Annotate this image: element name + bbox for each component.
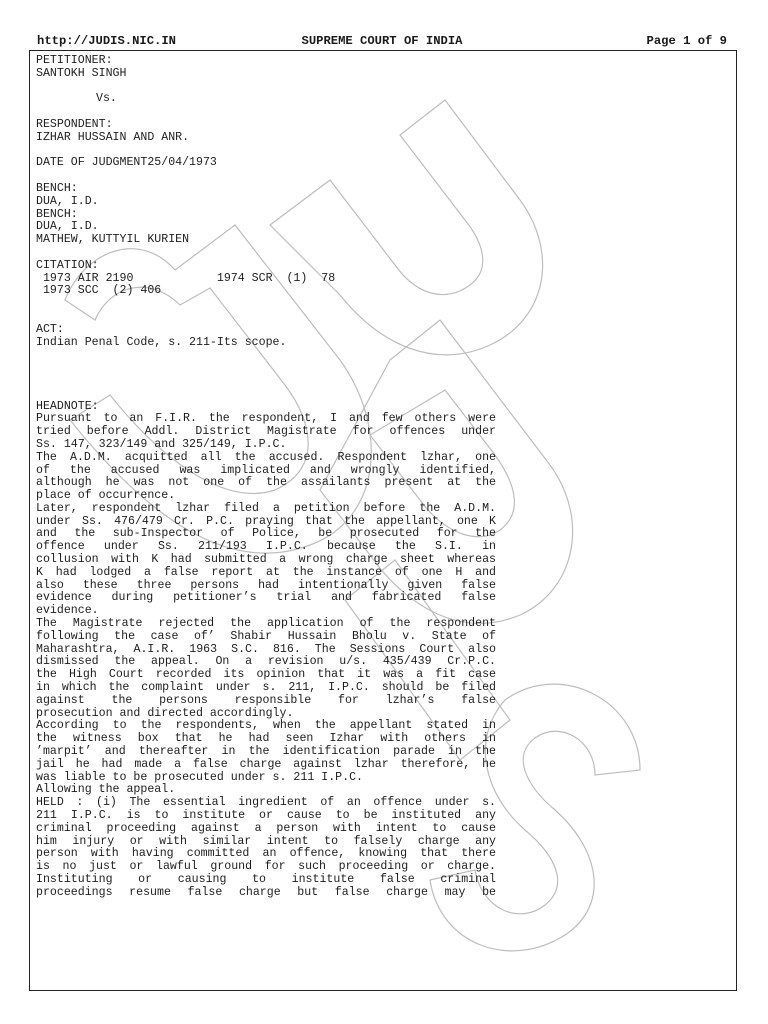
- headnote-line: in which the complaint under s. 211, I.P.C. should be filed: [36, 681, 496, 695]
- headnote-line: prosecution and directed accordingly.: [36, 706, 294, 720]
- headnote-line: under Ss. 476/479 Cr. P.C. praying that the appellant, one K: [36, 514, 496, 528]
- headnote-line: against the persons responsible for lzhar’s false: [36, 693, 496, 707]
- respondent-name: IZHAR HUSSAIN AND ANR.: [36, 130, 190, 144]
- headnote-line: following the case of’ Shabir Hussain Bholu v. State of: [36, 629, 496, 643]
- citation-label: CITATION:: [36, 258, 99, 272]
- headnote-line: Pursuant to an F.I.R. the respondent, I and few others were: [36, 412, 496, 426]
- headnote-line: dismissed the appeal. On a revision u/s. 435/439 Cr.P.C.: [36, 655, 496, 669]
- bench-judge: DUA, I.D.: [36, 220, 99, 234]
- bench-label: BENCH:: [36, 181, 78, 195]
- court-title: SUPREME COURT OF INDIA: [301, 34, 463, 48]
- judgment-text: [36, 55, 496, 900]
- headnote-line: K had lodged a false report at the instance of one H and: [36, 565, 496, 579]
- headnote-line: tried before Addl. District Magistrate for offences under: [36, 425, 496, 439]
- bench-judge: DUA, I.D.: [36, 194, 99, 208]
- headnote-line: criminal proceeding against a person with intent to cause: [36, 821, 496, 835]
- headnote-line: him injury or with similar intent to falsely charge any: [36, 834, 496, 848]
- headnote-line: of the accused was implicated and wrongly identified,: [36, 463, 496, 477]
- headnote-line: also these three persons had intentionally given false: [36, 578, 496, 592]
- headnote-line: the witness box that he had seen Izhar with others in: [36, 732, 496, 746]
- headnote-line: Later, respondent lzhar filed a petition before the A.D.M.: [36, 501, 496, 515]
- headnote-line: The A.D.M. acquitted all the accused. Respondent lzhar, one: [36, 450, 496, 464]
- petitioner-label: PETITIONER:: [36, 54, 113, 67]
- page-number: Page 1 of 9: [646, 34, 727, 48]
- headnote-line: According to the respondents, when the appellant stated in: [36, 719, 496, 733]
- act-label: ACT:: [36, 322, 64, 336]
- headnote-body: [36, 413, 496, 899]
- act-text: Indian Penal Code, s. 211-Its scope.: [36, 335, 287, 349]
- headnote-line: Maharashtra, A.I.R. 1963 S.C. 816. The Sessions Court also: [36, 642, 496, 656]
- headnote-line: The Magistrate rejected the application of the respondent: [36, 617, 496, 631]
- headnote-line: the High Court recorded its opinion that it was a fit case: [36, 668, 496, 682]
- headnote-line: although he was not one of the assailants present at the: [36, 476, 496, 490]
- petitioner-name: SANTOKH SINGH: [36, 66, 127, 80]
- headnote-line: Allowing the appeal.: [36, 783, 176, 797]
- headnote-line: was liable to be prosecuted under s. 211 I.P.C.: [36, 770, 363, 784]
- headnote-line: evidence during petitioner’s trial and fabricated false: [36, 591, 496, 605]
- headnote-line: Instituting or causing to institute false criminal: [36, 873, 496, 886]
- headnote-line: ’marpit’ and thereafter in the identification parade in the: [36, 745, 496, 759]
- headnote-line: collusion with K had submitted a wrong charge sheet whereas: [36, 553, 496, 567]
- respondent-label: RESPONDENT:: [36, 117, 113, 131]
- headnote-line: is no just or lawful ground for such proceeding or charge.: [36, 860, 496, 874]
- judgment-date: DATE OF JUDGMENT25/04/1973: [36, 156, 217, 170]
- headnote-line: and the sub-Inspector of Police, be prosecuted for the: [36, 527, 496, 541]
- bench-judge: MATHEW, KUTTYIL KURIEN: [36, 233, 190, 247]
- citation-line: 1973 AIR 2190 1974 SCR (1) 78: [36, 271, 336, 285]
- headnote-line: proceedings resume false charge but false charge may be: [36, 885, 496, 899]
- headnote-label: HEADNOTE:: [36, 399, 99, 413]
- headnote-line: HELD : (i) The essential ingredient of an offence under s.: [36, 796, 496, 810]
- headnote-line: evidence.: [36, 604, 99, 618]
- headnote-line: place of occurrence.: [36, 489, 176, 503]
- headnote-line: 211 I.P.C. is to institute or cause to be instituted any: [36, 809, 496, 823]
- bench-label: BENCH:: [36, 207, 78, 221]
- headnote-line: offence under Ss. 211/193 I.P.C. because the S.I. in: [36, 540, 496, 554]
- headnote-line: person with having committed an offence, knowing that there: [36, 847, 496, 861]
- source-url: http://JUDIS.NIC.IN: [37, 34, 176, 48]
- citation-line: 1973 SCC (2) 406: [36, 284, 162, 298]
- versus: Vs.: [96, 92, 117, 106]
- headnote-line: jail he had made a false charge against lzhar therefore, he: [36, 757, 496, 771]
- headnote-line: Ss. 147, 323/149 and 325/149, I.P.C.: [36, 437, 287, 451]
